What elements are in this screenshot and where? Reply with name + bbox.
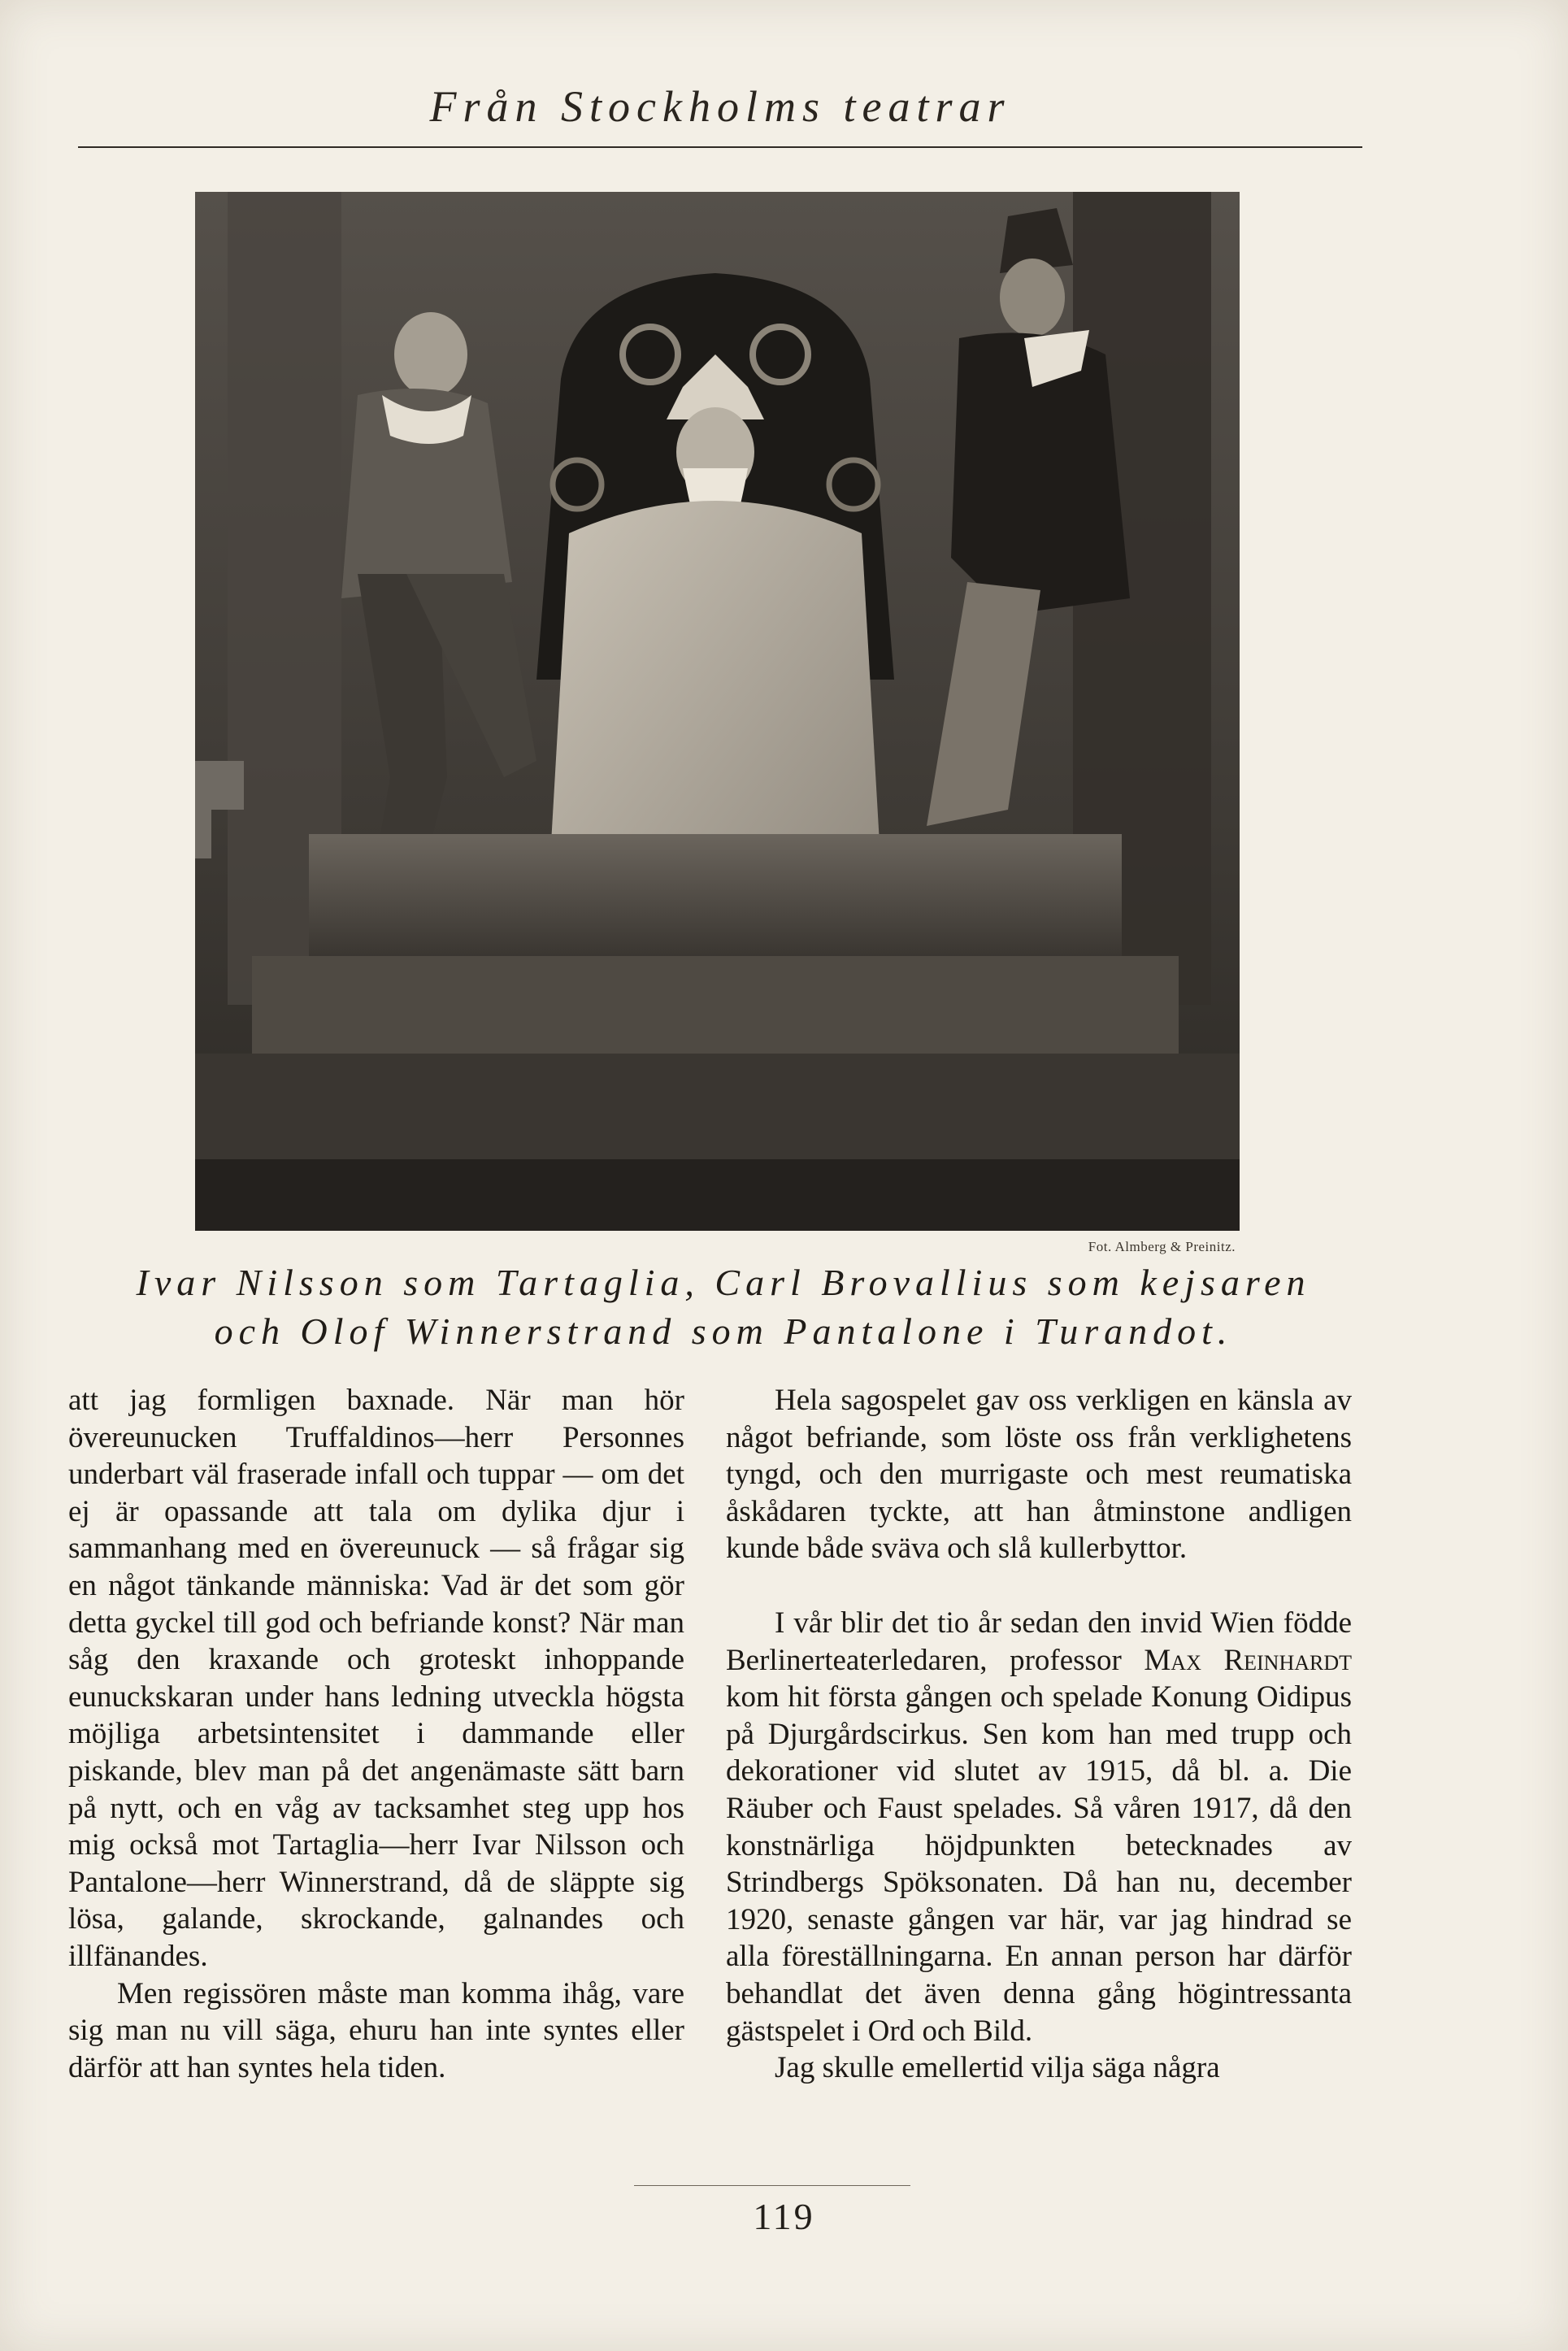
header-rule [78, 146, 1362, 148]
left-column [68, 1382, 684, 2086]
person-name-reinhardt: Max Reinhardt [1144, 1643, 1352, 1677]
theatre-photograph [195, 192, 1240, 1231]
right-column [726, 1382, 1352, 2087]
tartaglia-head [394, 312, 467, 397]
left-paragraph-2: Men regissören måste man komma ihåg, vare sig man nu vill säga, ehuru han inte syntes eller därför att han syntes hela tiden. [68, 1976, 684, 2084]
stage-step-middle [252, 956, 1179, 1054]
running-head: Från Stockholms teatrar [429, 82, 1011, 131]
folio-rule [634, 2185, 910, 2186]
stage-step-bottom [195, 1054, 1240, 1159]
photo-caption [57, 1258, 1390, 1356]
right-paragraph-2 [726, 1605, 1352, 2049]
stage-step-top [309, 834, 1122, 956]
right-paragraph-2-start: I vår blir det tio år sedan den invid Wien födde Berlinerteaterledaren, professor [726, 1606, 1352, 1677]
pantalone-head [1000, 259, 1065, 337]
stage-floor [195, 1159, 1240, 1231]
right-paragraph-1: Hela sagospelet gav oss verkligen en känsla av något befriande, som löste oss från verklighetens tyngd, och den murrigaste och mest reumatiska åskådaren tyckte, att han åtminstone andligen kunde både sväva och slå kullerbyttor. [726, 1384, 1352, 1566]
caption-line-1: Ivar Nilsson som Tartaglia, Carl Brovallius som kejsaren [136, 1262, 1311, 1303]
photo-illustration [195, 192, 1240, 1231]
right-paragraph-2-end: kom hit första gången och spelade Konung Oidipus på Djurgårdscirkus. Sen kom han med trupp och dekorationer vid slutet av 1915, då bl. a. Die Räuber och Faust spelades. Så våren 1917, då den konstnärliga höjdpunkten betecknades av Strindbergs Spöksonaten. Då han nu, december 1920, senaste gången var här, var jag hindrad se alla föreställningarna. En annan person har därför behandlat det även denna gång högintressanta gästspelet i Ord och Bild. [726, 1680, 1352, 2048]
left-paragraph-1: att jag formligen baxnade. När man hör övereunucken Truffaldinos—herr Personnes underbart väl fraserade infall och tuppar — om det ej är opassande att tala om dylika djur i sammanhang med en övereunuck — så frågar sig en något tänkande människa: Vad är det som gör detta gyckel till god och befriande konst? När man såg den kraxande och groteskt inhoppande eunuckskaran under hans ledning utveckla högsta möjliga arbetsintensitet i dammande eller piskande, blev man på det angenämaste sätt barn på nytt, och en våg av tacksamhet steg upp hos mig också mot Tartaglia—herr Ivar Nilsson och Pantalone—herr Winnerstrand, då de släppte sig lösa, galande, skrockande, galnandes och illfänandes. [68, 1384, 684, 1973]
right-paragraph-3: Jag skulle emellertid vilja säga några [775, 2051, 1220, 2085]
page-number: 119 [753, 2196, 815, 2237]
caption-line-2: och Olof Winnerstrand som Pantalone i Turandot. [214, 1310, 1233, 1352]
photo-credit: Fot. Almberg & Preinitz. [1088, 1239, 1236, 1254]
